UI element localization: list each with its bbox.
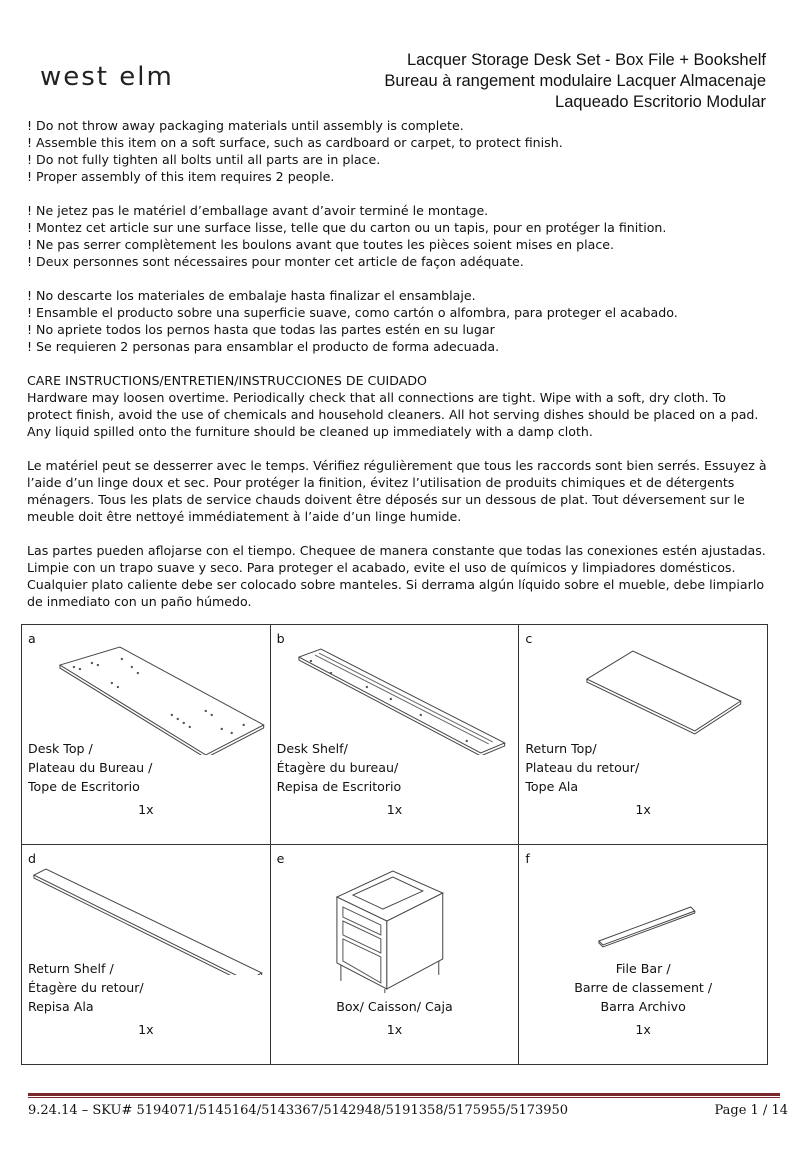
part-cell-c bbox=[519, 625, 768, 845]
footer-sku: 9.24.14 – SKU# 5194071/5145164/5143367/5142948/5191358/5175955/5173950 bbox=[28, 1103, 569, 1118]
instructions-body bbox=[27, 117, 787, 627]
part-name-line: Étagère du bureau/ bbox=[276, 760, 399, 775]
part-name-line: Plateau du Bureau / bbox=[28, 760, 153, 775]
note-line: ! Ne jetez pas le matériel d’emballage avant d’avoir terminé le montage. bbox=[27, 203, 489, 218]
care-line: meuble doit être nettoyé immédiatement à l’aide d’un linge humide. bbox=[27, 509, 462, 524]
part-name-line: Return Shelf / bbox=[28, 961, 114, 976]
part-name-line: File Bar / bbox=[615, 961, 671, 976]
title-line-2: Bureau à rangement modulaire Lacquer Almacenaje bbox=[384, 72, 766, 90]
note-line: ! Ne pas serrer complètement les boulons avant que toutes les pièces soient mises en place. bbox=[27, 237, 614, 252]
note-line: ! Do not fully tighten all bolts until all parts are in place. bbox=[27, 152, 381, 167]
part-name-line: Return Top/ bbox=[525, 741, 597, 756]
part-name-line: Repisa Ala bbox=[28, 999, 94, 1014]
part-name-line: Tope Ala bbox=[525, 779, 579, 794]
notes-french bbox=[27, 202, 787, 270]
footer-divider bbox=[28, 1093, 780, 1096]
care-line: l’aide d’un linge doux et sec. Pour protéger la finition, évitez l’utilisation de produits chimiques et de détergents bbox=[27, 475, 735, 490]
part-quantity: 1x bbox=[386, 802, 403, 817]
note-line: ! Proper assembly of this item requires 2 people. bbox=[27, 169, 335, 184]
part-name-line: Box/ Caisson/ Caja bbox=[336, 999, 453, 1014]
notes-english bbox=[27, 117, 787, 185]
part-cell-e bbox=[270, 845, 519, 1065]
care-line: Limpie con un trapo suave y seco. Para proteger el acabado, evite el uso de químicos y limpiadores domésticos. bbox=[27, 560, 736, 575]
part-letter: d bbox=[28, 851, 36, 866]
note-line: ! Se requieren 2 personas para ensamblar el producto de forma adecuada. bbox=[27, 339, 500, 354]
part-name-line bbox=[277, 978, 513, 997]
part-cell-b bbox=[270, 625, 519, 845]
part-label bbox=[277, 739, 513, 796]
part-name-line: Barre de classement / bbox=[574, 980, 713, 995]
part-label bbox=[277, 959, 513, 1016]
part-name-line: Barra Archivo bbox=[600, 999, 686, 1014]
parts-table bbox=[21, 624, 768, 1065]
note-line: ! Montez cet article sur une surface lisse, telle que du carton ou un tapis, pour en protéger la finition. bbox=[27, 220, 667, 235]
part-label bbox=[525, 959, 761, 1016]
care-spanish bbox=[27, 542, 787, 610]
care-line: de inmediato con un paño húmedo. bbox=[27, 594, 252, 609]
part-cell-a bbox=[22, 625, 271, 845]
notes-spanish bbox=[27, 287, 787, 355]
part-cell-f bbox=[519, 845, 768, 1065]
document-title bbox=[384, 50, 766, 113]
part-name-line: Tope de Escritorio bbox=[28, 779, 140, 794]
care-line: Any liquid spilled onto the furniture should be cleaned up immediately with a damp cloth. bbox=[27, 424, 593, 439]
part-quantity: 1x bbox=[138, 802, 154, 817]
part-letter: a bbox=[28, 631, 36, 646]
part-label bbox=[28, 959, 264, 1016]
note-line: ! Assemble this item on a soft surface, such as cardboard or carpet, to protect finish. bbox=[27, 135, 563, 150]
note-line: ! Deux personnes sont nécessaires pour monter cet article de façon adéquate. bbox=[27, 254, 524, 269]
footer-divider-thin bbox=[28, 1097, 780, 1098]
part-cell-d bbox=[22, 845, 271, 1065]
note-line: ! No apriete todos los pernos hasta que todas las partes estén en su lugar bbox=[27, 322, 495, 337]
care-line: Le matériel peut se desserrer avec le temps. Vérifiez régulièrement que tous les raccords sont bien serrés. Essuyez à bbox=[27, 458, 767, 473]
part-quantity: 1x bbox=[635, 802, 651, 817]
title-line-3: Laqueado Escritorio Modular bbox=[555, 93, 766, 111]
title-line-1: Lacquer Storage Desk Set - Box File + Bookshelf bbox=[406, 51, 766, 69]
care-heading: CARE INSTRUCTIONS/ENTRETIEN/INSTRUCCIONES DE CUIDADO bbox=[27, 373, 427, 388]
part-label bbox=[525, 739, 761, 796]
part-letter: b bbox=[276, 631, 285, 646]
part-name-line: Plateau du retour/ bbox=[525, 760, 640, 775]
care-french bbox=[27, 457, 787, 525]
part-letter: f bbox=[525, 851, 530, 866]
care-line: Hardware may loosen overtime. Periodically check that all connections are tight. Wipe with a soft, dry cloth. To bbox=[27, 390, 726, 405]
care-line: Cualquier plato caliente debe ser colocado sobre manteles. Si derrama algún líquido sobre el mueble, debe limpiarlo bbox=[27, 577, 765, 592]
part-label bbox=[28, 739, 264, 796]
note-line: ! Ensamble el producto sobre una superficie suave, como cartón o alfombra, para proteger el acabado. bbox=[27, 305, 678, 320]
brand-logo: west elm bbox=[40, 62, 174, 92]
part-name-line: Repisa de Escritorio bbox=[276, 779, 402, 794]
care-line: protect finish, avoid the use of chemicals and household cleaners. All hot serving dishes should be placed on a pad. bbox=[27, 407, 759, 422]
note-line: ! Do not throw away packaging materials until assembly is complete. bbox=[27, 118, 464, 133]
care-english bbox=[27, 372, 787, 440]
part-quantity: 1x bbox=[635, 1022, 651, 1037]
note-line: ! No descarte los materiales de embalaje hasta finalizar el ensamblaje. bbox=[27, 288, 476, 303]
care-line: Las partes pueden aflojarse con el tiempo. Chequee de manera constante que todas las conexiones estén ajustadas. bbox=[27, 543, 766, 558]
part-name-line: Desk Shelf/ bbox=[276, 741, 348, 756]
part-name-line: Étagère du retour/ bbox=[28, 980, 144, 995]
part-letter: c bbox=[525, 631, 533, 646]
page-number: Page 1 / 14 bbox=[714, 1103, 788, 1118]
care-line: ménagers. Tous les plats de service chauds doivent être déposés sur un dessous de plat. Tout déversement sur le bbox=[27, 492, 745, 507]
part-quantity: 1x bbox=[138, 1022, 154, 1037]
part-name-line: Desk Top / bbox=[28, 741, 93, 756]
part-quantity: 1x bbox=[386, 1022, 403, 1037]
part-letter: e bbox=[276, 851, 285, 866]
part-name-line bbox=[277, 959, 513, 978]
